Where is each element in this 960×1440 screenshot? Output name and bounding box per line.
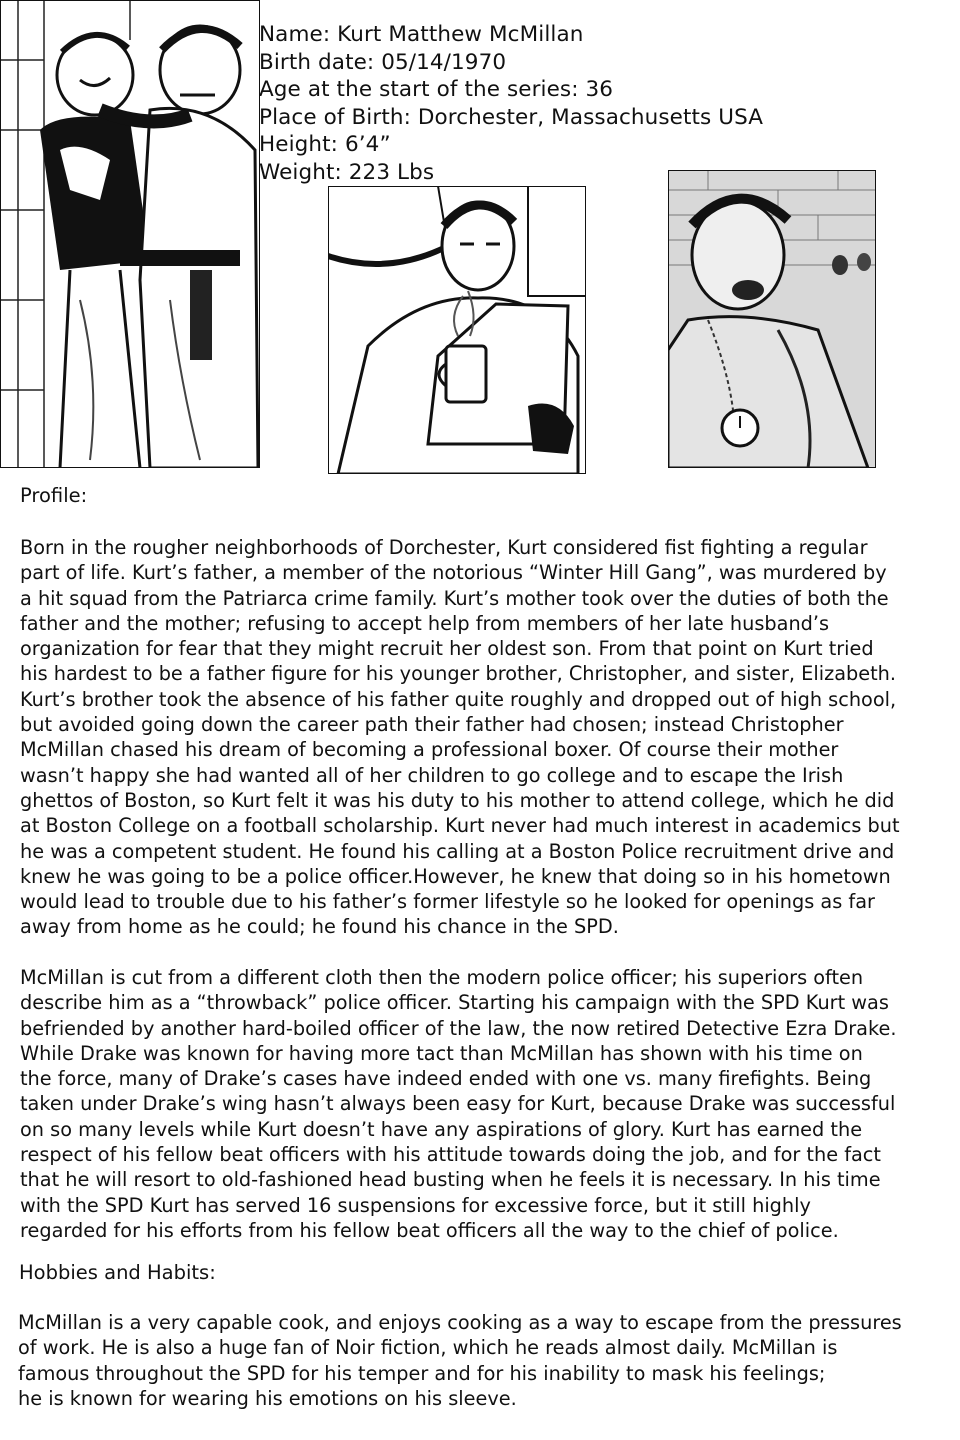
stat-age: Age at the start of the series: 36 [259,77,614,103]
alley-drawing [668,170,876,468]
illustration-alley [668,170,876,468]
grapple-drawing [0,0,260,468]
hobbies-heading: Hobbies and Habits: [19,1261,216,1284]
hobbies-paragraph: McMillan is a very capable cook, and enjoys cooking as a way to escape from the pressures of work. He is also a huge fan of Noir fiction, which he reads almost daily. McMillan is famous throughout the SPD for his temper and for his inability to mask his feelings; he is known for wearing his emotions on his sleeve. [18,1311,902,1410]
coffee-drawing [328,186,586,474]
illustration-grapple [0,0,260,468]
illustration-coffee [328,186,586,474]
stat-birth-date: Birth date: 05/14/1970 [259,49,507,75]
stat-weight: Weight: 223 Lbs [259,159,435,185]
stat-place-of-birth: Place of Birth: Dorchester, Massachusetts USA [259,104,764,130]
character-stats [259,21,763,187]
profile-heading: Profile: [20,484,88,507]
stat-height: Height: 6’4” [259,132,391,158]
profile-paragraph: McMillan is cut from a different cloth then the modern police officer; his superiors often describe him as a “throwback” police officer. Starting his campaign with the SPD Kurt was befriended by another hard-boiled officer of the law, the now retired Detective Ezra Drake. While Drake was known for having more tact than McMillan has shown with his time on the force, many of Drake’s cases have indeed ended with one vs. many firefights. Being taken under Drake’s wing hasn’t always been easy for Kurt, because Drake was successful on so many levels while Kurt doesn’t have any aspirations of glory. Kurt has earned the respect of his fellow beat officers with his attitude towards doing the job, and for the fact that he will resort to old-fashioned head busting when he feels it is necessary. In his time with the SPD Kurt has served 16 suspensions for excessive force, but it still highly regarded for his efforts from his fellow beat officers all the way to the chief of police. [20,966,897,1242]
stat-name: Name: Kurt Matthew McMillan [259,22,584,47]
profile-paragraph: Born in the rougher neighborhoods of Dorchester, Kurt considered fist fighting a regular part of life. Kurt’s father, a member of the notorious “Winter Hill Gang”, was murdered by a hit squad from the Patriarca crime family. Kurt’s mother took over the duties of both the father and the mother; refusing to accept help from members of her late husband’s organization for fear that they might recruit her oldest son. From that point on Kurt tried his hardest to be a father figure for his younger brother, Christopher, and sister, Elizabeth. Kurt’s brother took the absence of his father quite roughly and dropped out of high school, but avoided going down the career path their father had chosen; instead Christopher McMillan chased his dream of becoming a professional boxer. Of course their mother wasn’t happy she had wanted all of her children to go college and to escape the Irish ghettos of Boston, so Kurt felt it was his duty to his mother to attend college, which he did at Boston College on a football scholarship. Kurt never had much interest in academics but he was a competent student. He found his calling at a Boston Police recruitment drive and knew he was going to be a police officer.However, he knew that doing so in his hometown would lead to trouble due to his father’s former lifestyle so he looked for openings as far away from home as he could; he found his chance in the SPD. [20,536,900,939]
